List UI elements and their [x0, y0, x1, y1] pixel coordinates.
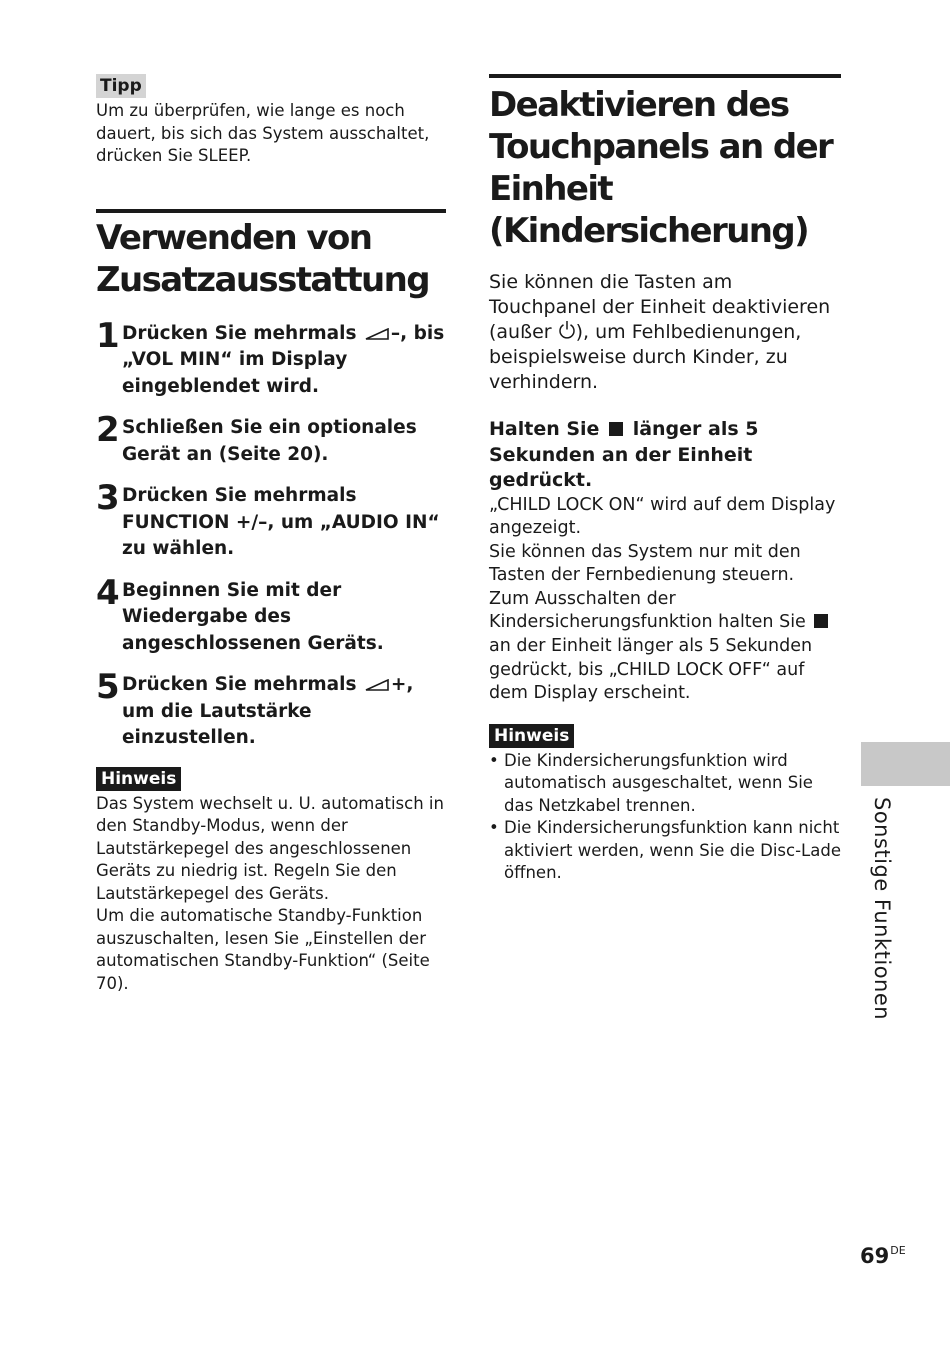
- step-text: [122, 321, 446, 401]
- volume-icon: [365, 679, 389, 691]
- instruction-part: länger als 5 Sekunden an der Einheit gedrückt.: [489, 418, 759, 491]
- page-number-value: 69: [860, 1244, 890, 1268]
- bullet: •: [489, 750, 499, 770]
- step-text: Schließen Sie ein optionales Gerät an (Seite 20).: [122, 417, 417, 465]
- section-heading-child-lock: [489, 84, 841, 252]
- step-2: [96, 410, 446, 468]
- page-language-suffix: DE: [890, 1244, 906, 1257]
- step-3: [96, 478, 446, 563]
- chapter-tab: [861, 742, 950, 786]
- step-text: Beginnen Sie mit der Wiedergabe des angeschlossenen Geräts.: [122, 579, 384, 654]
- note-bullets: [489, 750, 841, 885]
- step-number: 4: [96, 572, 119, 613]
- step-5: [96, 667, 446, 752]
- result-line: „CHILD LOCK ON“ wird auf dem Display angezeigt.: [489, 494, 836, 539]
- step-text-part: Drücken Sie mehrmals: [122, 322, 357, 344]
- instruction-part: Halten Sie: [489, 418, 600, 440]
- heading-line: (Kindersicherung): [489, 211, 809, 251]
- result-line: Sie können das System nur mit den Tasten der Fernbedienung steuern.: [489, 541, 801, 586]
- stop-icon: [609, 422, 623, 436]
- note-label: Hinweis: [489, 724, 574, 748]
- step-text: [122, 672, 446, 752]
- list-item-text: Die Kindersicherungsfunktion wird automatisch ausgeschaltet, wenn Sie das Netzkabel trennen.: [504, 750, 813, 815]
- section-rule: [489, 74, 841, 78]
- result-part: Zum Ausschalten der Kindersicherungsfunktion halten Sie: [489, 588, 806, 633]
- bullet: •: [489, 818, 499, 838]
- section-rule: [96, 209, 446, 213]
- result-text: [489, 494, 841, 706]
- chapter-tab-label: Sonstige Funktionen: [870, 797, 894, 1021]
- step-text-part: –, bis „VOL MIN“ im Display eingeblendet wird.: [122, 322, 445, 397]
- heading-line: Deaktivieren des: [489, 85, 789, 125]
- note-label: Hinweis: [96, 767, 181, 791]
- page-number: [860, 1244, 906, 1268]
- power-icon: [558, 320, 576, 340]
- volume-icon: [365, 328, 389, 340]
- list-item-text: Die Kindersicherungsfunktion kann nicht aktiviert werden, wenn Sie die Disc-Lade öffnen.: [504, 818, 841, 883]
- step-1: [96, 315, 446, 401]
- step-number: 3: [96, 478, 119, 518]
- step-list: [96, 315, 446, 752]
- heading-line: Zusatzausstattung: [96, 259, 429, 300]
- note-text: [96, 793, 446, 996]
- list-item: [489, 817, 841, 885]
- result-line: [489, 588, 841, 706]
- right-column: [489, 74, 841, 885]
- result-part: an der Einheit länger als 5 Sekunden gedrückt, bis „CHILD LOCK OFF“ auf dem Display erscheint.: [489, 636, 813, 704]
- step-text-part: +, um die Lautstärke einzustellen.: [122, 674, 414, 748]
- note-paragraph: Das System wechselt u. U. automatisch in den Standby-Modus, wenn der Lautstärkepegel des angeschlossenen Geräts zu niedrig ist. Regeln Sie den Lautstärkepegel des Geräts.: [96, 793, 444, 903]
- step-number: 1: [96, 315, 119, 356]
- note-paragraph: Um die automatische Standby-Funktion auszuschalten, lesen Sie „Einstellen der automatischen Standby-Funktion“ (Seite 70).: [96, 906, 430, 993]
- list-item: [489, 750, 841, 818]
- instruction-heading: [489, 417, 841, 494]
- step-number: 2: [96, 410, 119, 450]
- tip-text: Um zu überprüfen, wie lange es noch dauert, bis sich das System ausschaltet, drücken Sie SLEEP.: [96, 101, 430, 165]
- heading-line: Einheit: [489, 169, 613, 209]
- step-number: 5: [96, 667, 119, 707]
- heading-line: Touchpanels an der: [489, 127, 833, 167]
- step-4: [96, 572, 446, 658]
- left-column: [96, 74, 446, 995]
- intro-text-part: Sie können die Tasten am Touchpanel der Einheit deaktivieren (außer: [489, 271, 831, 343]
- intro-text-part: ), um Fehlbedienungen, beispielsweise durch Kinder, zu verhindern.: [489, 321, 802, 393]
- step-text: Drücken Sie mehrmals FUNCTION +/–, um „AUDIO IN“ zu wählen.: [122, 485, 440, 559]
- stop-icon: [814, 614, 828, 628]
- step-text-part: Drücken Sie mehrmals: [122, 674, 357, 695]
- tip-label: Tipp: [96, 74, 146, 98]
- intro-text: [489, 270, 841, 395]
- heading-line: Verwenden von: [96, 217, 372, 258]
- section-heading-accessories: [96, 217, 446, 301]
